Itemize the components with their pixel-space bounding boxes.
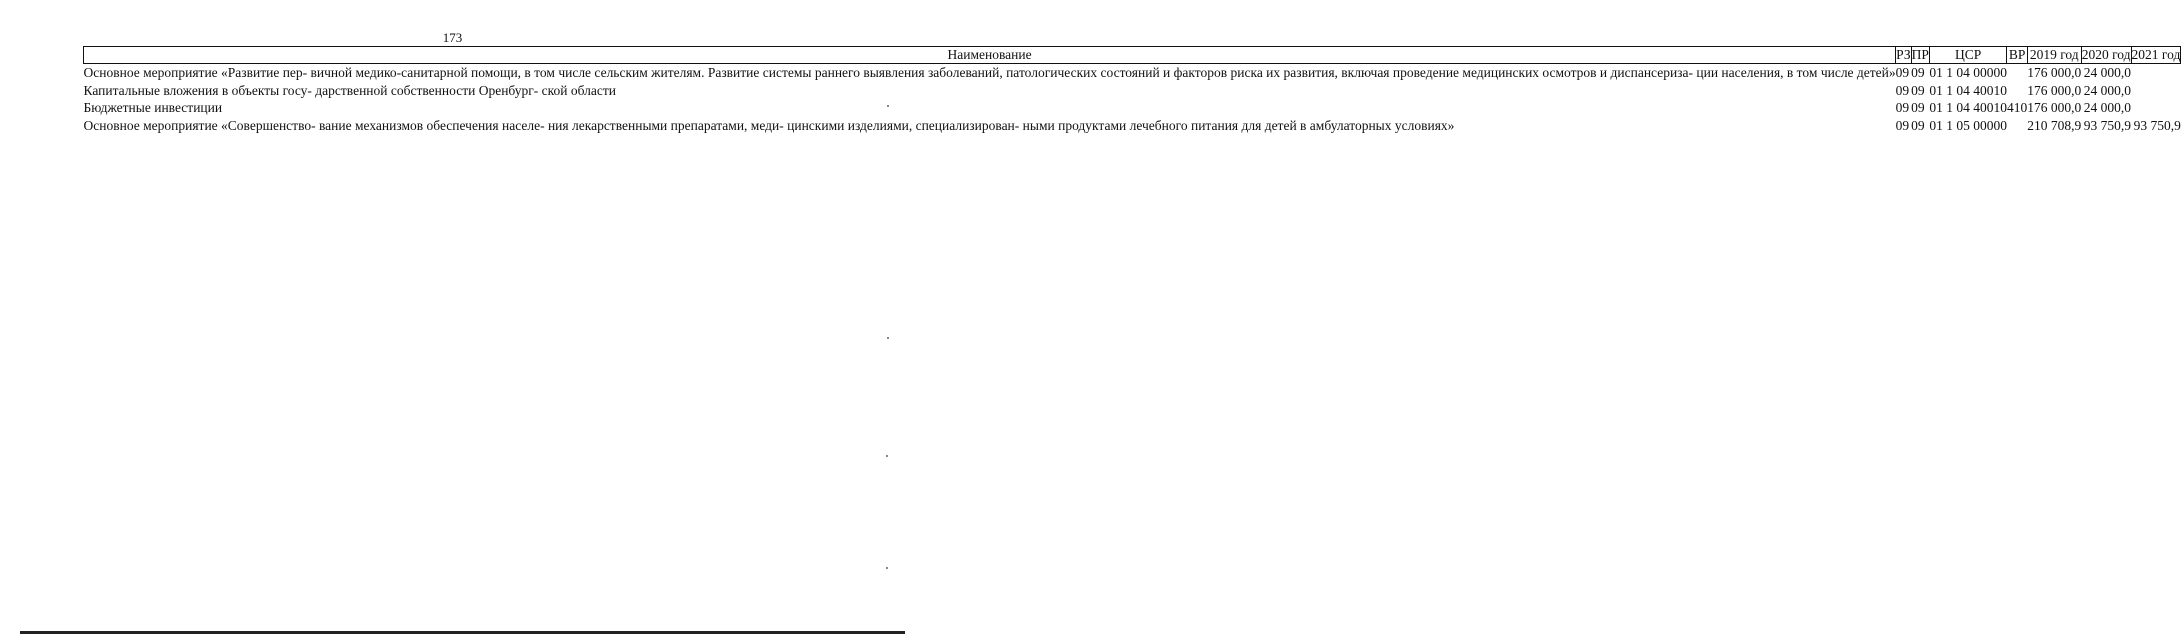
scan-speck: [886, 455, 888, 457]
row-pr: 09: [1911, 65, 1925, 80]
row-csr: 01 1 04 40010: [1929, 82, 2007, 98]
row-rz: 09: [1895, 82, 1910, 98]
table-row: [84, 82, 2181, 100]
budget-table: [83, 46, 2181, 135]
row-2019: 176 000,0: [2027, 65, 2082, 80]
row-2019: 210 708,9: [2027, 118, 2082, 134]
row-vr: [2007, 117, 2027, 135]
row-pr: 09: [1911, 82, 1925, 98]
header-vr: ВР: [2008, 46, 2026, 62]
row-name: Бюджетные инвестиции: [83, 100, 223, 116]
row-2021: [2131, 99, 2181, 117]
header-pr: ПР: [1911, 46, 1929, 62]
page-number: 173: [442, 30, 463, 45]
table-row: [84, 64, 2181, 82]
row-rz: 09: [1895, 118, 1910, 134]
row-2020: 24 000,0: [2083, 82, 2132, 98]
row-2021: [2131, 64, 2181, 82]
row-2019: 176 000,0: [2027, 100, 2082, 116]
table-row: [84, 117, 2181, 135]
scan-speck: [886, 567, 888, 569]
row-csr: 01 1 04 40010: [1929, 100, 2007, 116]
header-rz: РЗ: [1896, 46, 1911, 62]
row-vr: 410: [2006, 100, 2028, 116]
header-2020: 2020 год: [2081, 46, 2131, 62]
row-2020: 24 000,0: [2083, 65, 2132, 80]
row-2020: 24 000,0: [2083, 100, 2132, 116]
row-csr: 01 1 05 00000: [1929, 118, 2007, 134]
row-rz: 09: [1895, 100, 1910, 116]
scan-speck: [887, 105, 889, 107]
row-rz: 09: [1895, 65, 1910, 80]
row-pr: 09: [1911, 100, 1925, 116]
header-csr: ЦСР: [1929, 47, 2007, 64]
row-name: Капитальные вложения в объекты госу- дарственной собственности Оренбург- ской области: [83, 82, 617, 98]
row-2021: [2131, 82, 2181, 100]
header-name: Наименование: [84, 47, 1896, 64]
row-2019: 176 000,0: [2027, 82, 2082, 98]
header-2019: 2019 год: [2027, 47, 2081, 64]
row-2020: 93 750,9: [2083, 118, 2132, 134]
table-row: [84, 99, 2181, 117]
table-header-row: [84, 47, 2181, 64]
row-2021: 93 750,9: [2133, 118, 2181, 134]
scan-bottom-edge: [20, 631, 905, 634]
row-name: Основное мероприятие «Совершенство- вание механизмов обеспечения населе- ния лекарственными препаратами, меди- цинскими изделиями, специализирован- ными продуктами лечебного питания для детей в амбулаторных условиях»: [83, 118, 1455, 134]
header-2021: 2021 год: [2131, 46, 2181, 62]
scan-speck: [887, 337, 889, 339]
row-pr: 09: [1911, 118, 1925, 134]
row-vr: [2007, 82, 2027, 100]
row-name: Основное мероприятие «Развитие пер- вичной медико-санитарной помощи, в том числе сельским жителям. Развитие системы раннего выявления заболеваний, патологических состояний и факторов риска их развития, включая проведение медицинских осмотров и диспансериза- ции населения, в том числе детей»: [83, 65, 1896, 80]
row-vr: [2007, 64, 2027, 82]
row-csr: 01 1 04 00000: [1929, 65, 2007, 80]
